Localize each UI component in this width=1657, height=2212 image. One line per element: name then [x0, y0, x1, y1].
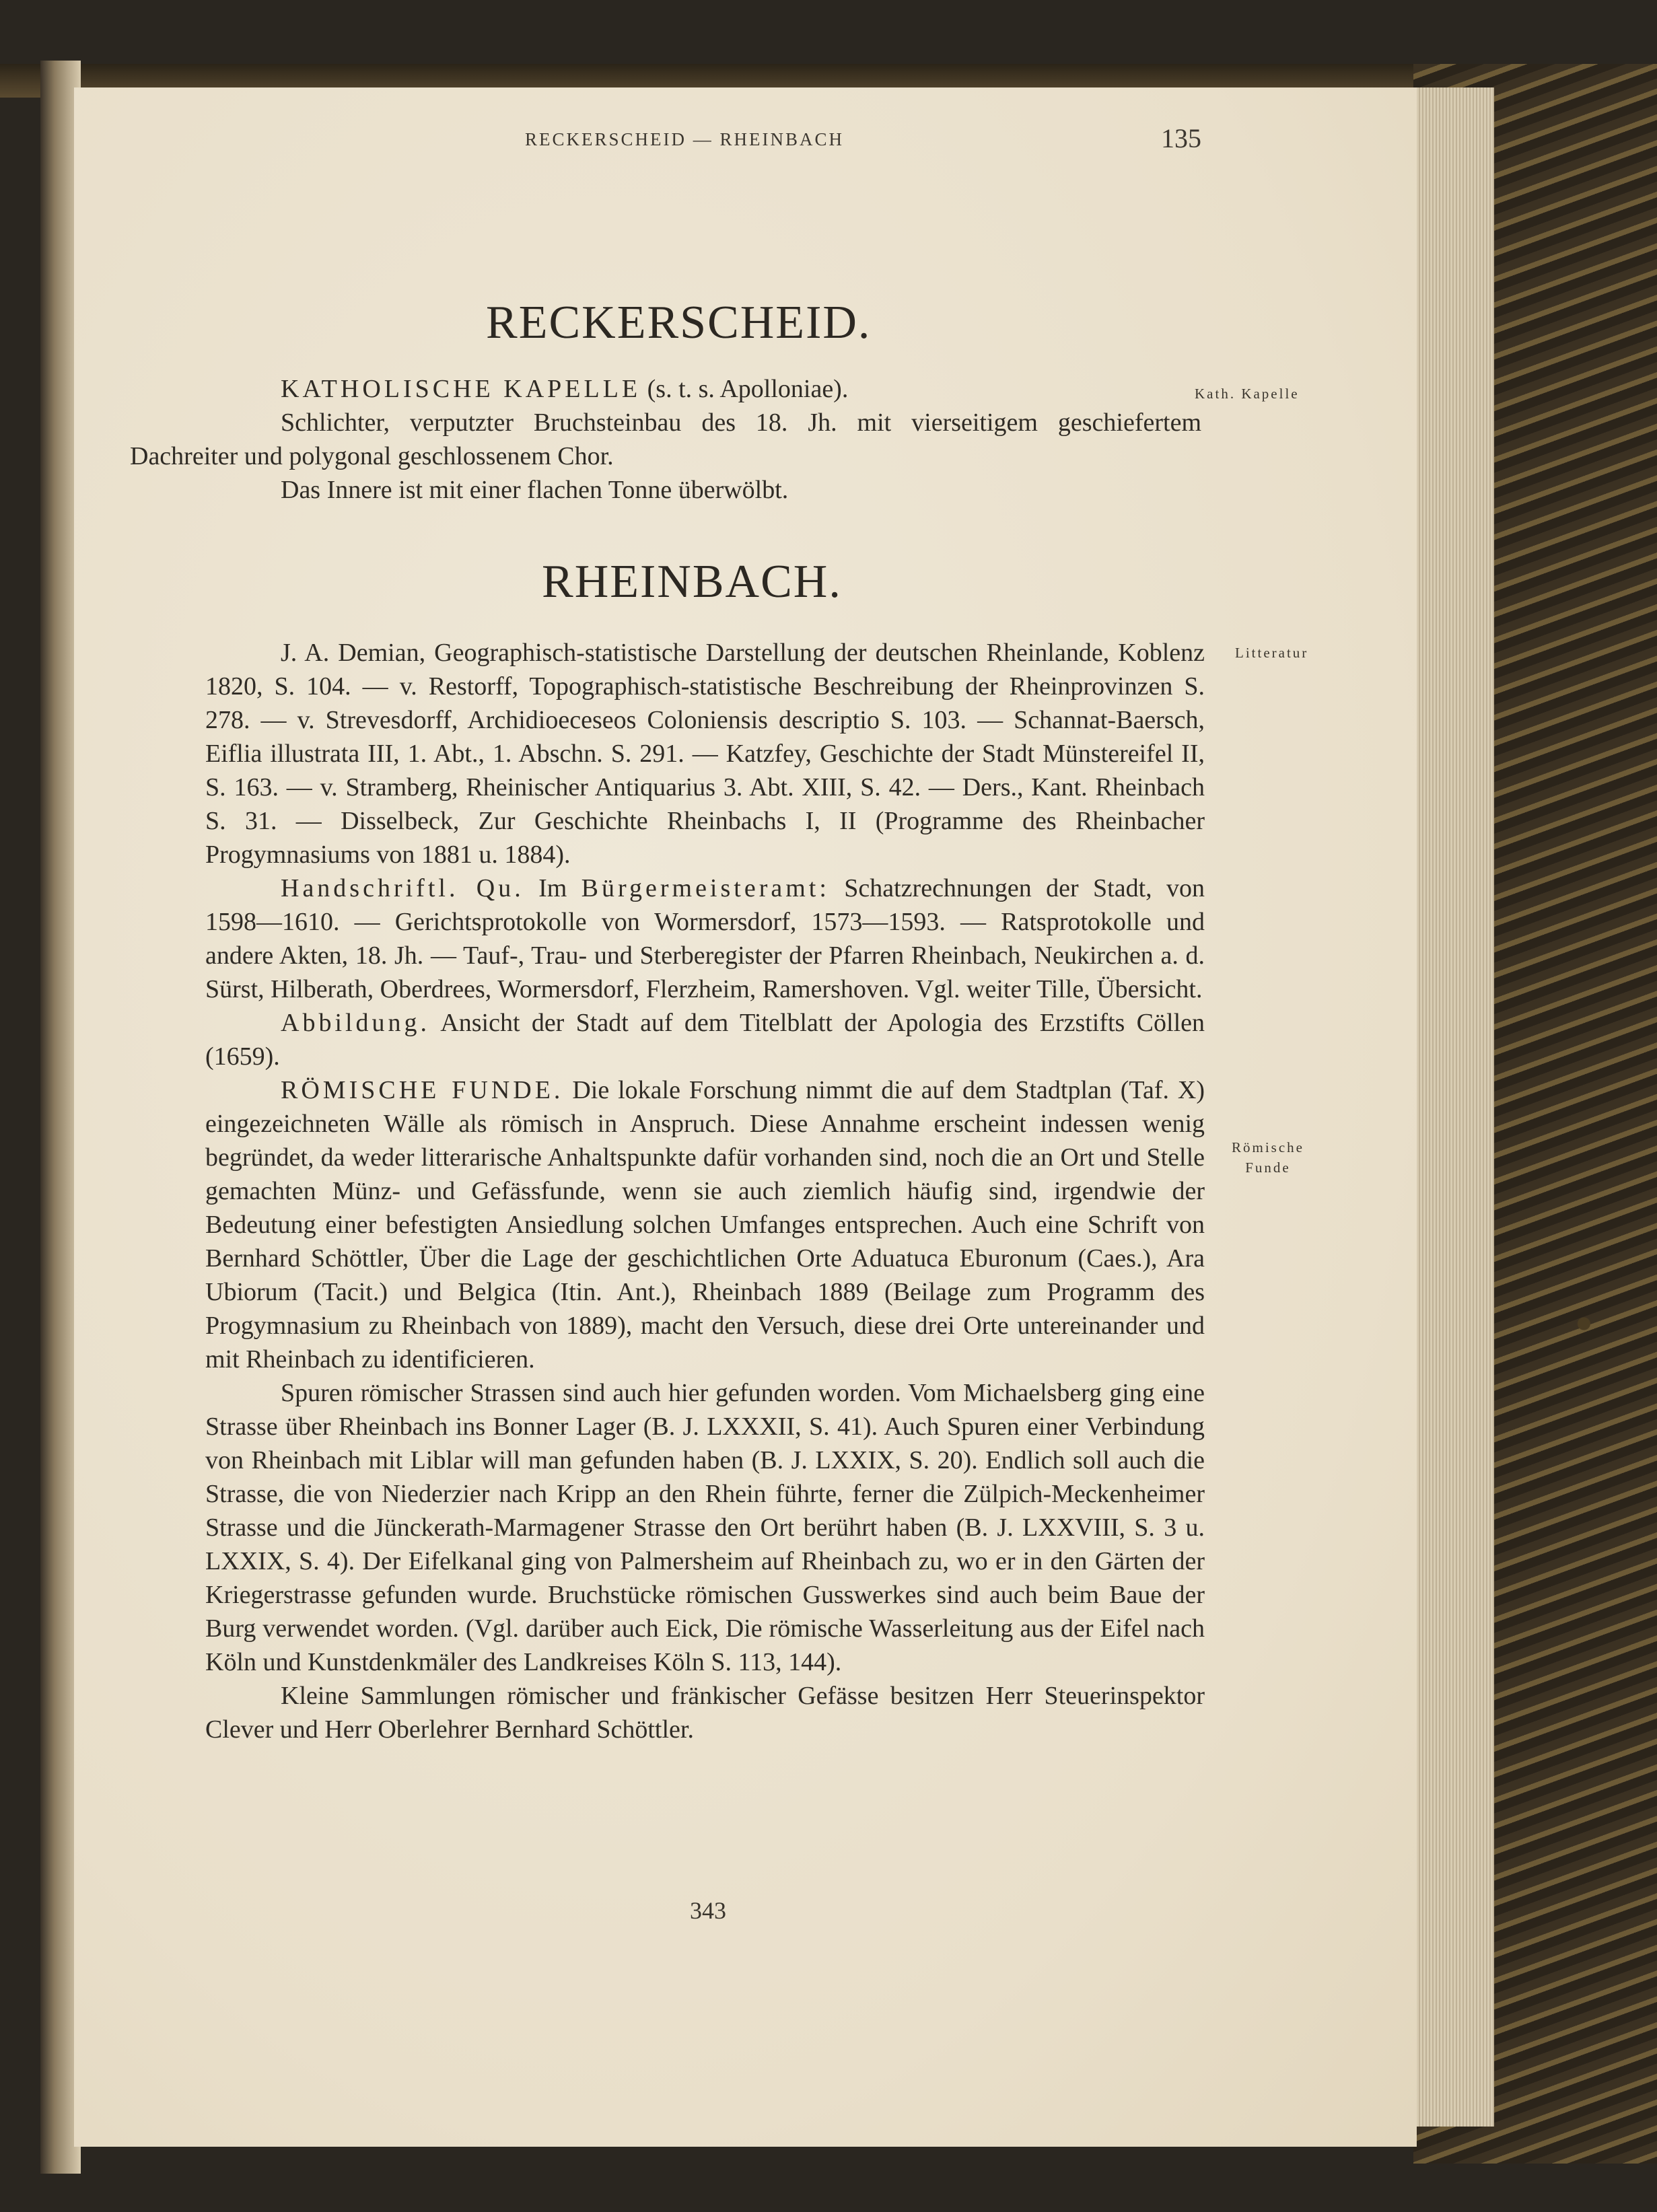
heading-reckerscheid: RECKERSCHEID.	[486, 297, 872, 349]
margin-note-kath-kapelle: Kath. Kapelle	[1195, 386, 1300, 402]
running-head-title: RECKERSCHEID — RHEINBACH	[525, 129, 845, 149]
margin-note-roemische-line2: Funde	[1245, 1159, 1291, 1176]
paragraph-handschriften	[205, 871, 1205, 1006]
paragraph-kapelle-interior: Das Innere ist mit einer flachen Tonne überwölbt.	[281, 476, 789, 504]
roemische-funde-lead: RÖMISCHE FUNDE.	[281, 1076, 564, 1104]
handschriften-text: Schatzrechnungen der Stadt, von 1598—1610. — Gerichtsprotokolle von Wormersdorf, 1573—1593. — Ratsprotokolle und andere Akten, 18. Jh. — Tauf-, Trau- und Sterberegister der Pfarren Rheinbach, Neukirchen a. d. Sürst, Hilberath, Oberdrees, Wormersdorf, Flerzheim, Ramershoven. Vgl. weiter Tille, Übersicht.	[205, 874, 1205, 1003]
paragraph-kapelle-title	[205, 372, 1201, 406]
kapelle-lead: KATHOLISCHE KAPELLE	[281, 375, 641, 403]
heading-rheinbach: RHEINBACH.	[542, 556, 842, 608]
margin-note-roemische-line1: Römische	[1232, 1139, 1304, 1155]
section-rheinbach	[205, 636, 1205, 1746]
handschriften-lead: Handschriftl. Qu.	[281, 874, 524, 902]
book-page-edges	[1413, 87, 1494, 2127]
margin-note-roemische-funde	[1232, 1137, 1304, 1178]
running-head-page-number: 135	[1161, 123, 1201, 153]
signature-number: 343	[690, 1897, 726, 1924]
paragraph-litteratur: J. A. Demian, Geographisch-statistische Darstellung der deutschen Rheinlande, Koblenz 1820, S. 104. — v. Restorff, Topographisch-statistische Beschreibung der Rheinprovinzen S. 278. — v. Strevesdorff, Archidioeceseos Coloniensis descriptio S. 103. — Schannat-Baersch, Eiflia illustrata III, 1. Abt., 1. Abschn. S. 291. — Katzfey, Geschichte der Stadt Münstereifel II, S. 163. — v. Stramberg, Rheinischer Antiquarius 3. Abt. XIII, S. 42. — Ders., Kant. Rheinbach S. 31. — Disselbeck, Zur Geschichte Rheinbachs I, II (Programme des Rheinbacher Progymnasiums von 1881 u. 1884).	[205, 639, 1205, 869]
paragraph-abbildung	[205, 1006, 1205, 1073]
kapelle-dedication: (s. t. s. Apolloniae).	[641, 375, 849, 403]
paragraph-kapelle-description: Schlichter, verputzter Bruchsteinbau des 18. Jh. mit vierseitigem geschiefertem Dachreiter und polygonal geschlossenem Chor.	[130, 408, 1201, 470]
section-reckerscheid	[130, 372, 1201, 507]
paragraph-roemische-funde	[205, 1073, 1205, 1376]
paragraph-sammlungen: Kleine Sammlungen römischer und fränkischer Gefässe besitzen Herr Steuerinspektor Clever und Herr Oberlehrer Bernhard Schöttler.	[205, 1682, 1205, 1744]
roemische-funde-text: Die lokale Forschung nimmt die auf dem Stadtplan (Taf. X) eingezeichneten Wälle als römisch in Anspruch. Diese Annahme erscheint indessen wenig begründet, da weder litterarische Anhaltspunkte dafür vorhanden sind, noch die an Ort und Stelle gemachten Münz- und Gefässfunde, wenn sie auch ziemlich häufig sind, irgendwie der Bedeutung einer befestigten Ansiedlung solchen Umfanges entsprechen. Auch eine Schrift von Bernhard Schöttler, Über die Lage der geschichtlichen Orte Aduatuca Eburonum (Caes.), Ara Ubiorum (Tacit.) und Belgica (Itin. Ant.), Rheinbach 1889 (Beilage zum Programm des Progymnasium zu Rheinbach von 1889), macht den Versuch, diese drei Orte untereinander und mit Rheinbach zu identificieren.	[205, 1076, 1205, 1373]
handschriften-im: Im	[524, 874, 581, 902]
abbildung-lead: Abbildung.	[281, 1009, 431, 1037]
paragraph-strassen: Spuren römischer Strassen sind auch hier gefunden worden. Vom Michaelsberg ging eine Strasse über Rheinbach ins Bonner Lager (B. J. LXXXII, S. 41). Auch Spuren einer Verbindung von Rheinbach mit Liblar will man gefunden haben (B. J. LXXIX, S. 20). Endlich soll auch die Strasse, die von Niederzier nach Kripp an den Rhein führte, ferner die Zülpich-Meckenheimer Strasse und die Jünckerath-Marmagener Strasse den Ort berührt haben (B. J. LXXVIII, S. 3 u. LXXIX, S. 4). Der Eifelkanal ging von Palmersheim auf Rheinbach zu, wo er in den Gärten der Kriegerstrasse gefunden wurde. Bruchstücke römischen Gusswerkes sind auch beim Baue der Burg verwendet worden. (Vgl. darüber auch Eick, Die römische Wasserleitung aus der Eifel nach Köln und Kunstdenkmäler des Landkreises Köln S. 113, 144).	[205, 1379, 1205, 1676]
abbildung-text: Ansicht der Stadt auf dem Titelblatt der Apologia des Erzstifts Cöllen (1659).	[205, 1009, 1205, 1071]
margin-note-litteratur: Litteratur	[1235, 645, 1309, 661]
handschriften-place: Bürgermeisteramt:	[581, 874, 830, 902]
